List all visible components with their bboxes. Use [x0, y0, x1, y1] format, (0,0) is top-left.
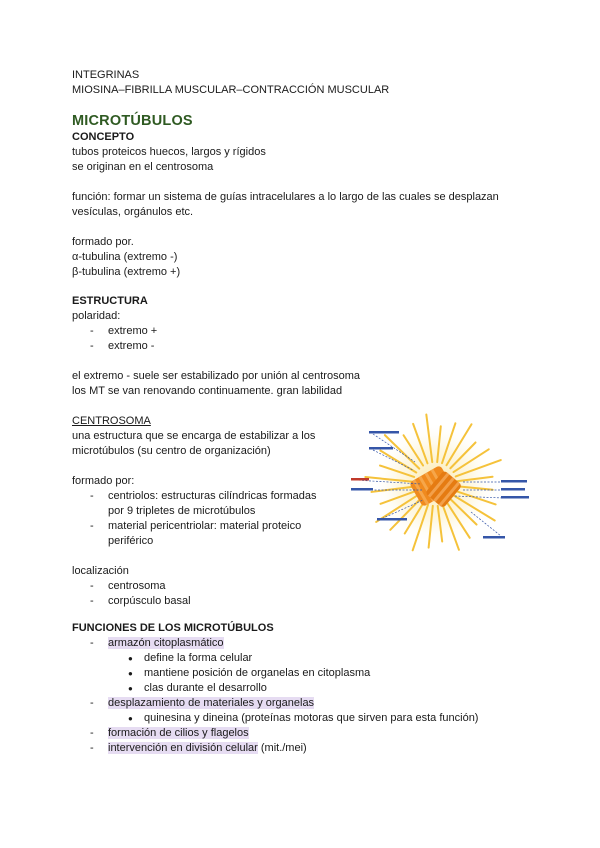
section-title: MICROTÚBULOS — [72, 113, 193, 129]
centrosome-illustration — [343, 412, 533, 562]
list-item: - corpúsculo basal — [72, 594, 532, 609]
centrosome-diagram — [343, 412, 533, 562]
list-item: ● mantiene posición de organelas en citoplasma — [72, 666, 532, 681]
estructura-line-2: los MT se van renovando continuamente. gran labilidad — [72, 385, 343, 397]
alpha-tubulina: α-tubulina (extremo -) — [72, 251, 178, 263]
polaridad-list — [72, 324, 532, 354]
centrosoma-formado: formado por: — [72, 475, 135, 487]
list-item: - extremo - — [72, 339, 532, 354]
funcion-line-1: función: formar un sistema de guías intracelulares a lo largo de las cuales se desplazan — [72, 191, 499, 203]
list-item: - extremo + — [72, 324, 532, 339]
list-item: - centriolos: estructuras cilíndricas formadas por 9 tripletes de microtúbulos — [72, 489, 334, 519]
centrosoma-heading: CENTROSOMA — [72, 415, 151, 427]
funciones-heading: FUNCIONES DE LOS MICROTÚBULOS — [72, 622, 274, 634]
list-item: - material pericentriolar: material proteico periférico — [72, 519, 334, 549]
funciones-sublist-1 — [72, 651, 532, 696]
polaridad-label: polaridad: — [72, 310, 121, 322]
formado-por: formado por. — [72, 236, 134, 248]
beta-tubulina: β-tubulina (extremo +) — [72, 266, 181, 278]
localizacion-label: localización — [72, 565, 129, 577]
concepto-line-1: tubos proteicos huecos, largos y rígidos — [72, 146, 266, 158]
funciones-sublist-2 — [72, 711, 532, 726]
estructura-heading: ESTRUCTURA — [72, 295, 148, 307]
list-item: - armazón citoplasmático — [72, 636, 532, 651]
header-line-2: MIOSINA–FIBRILLA MUSCULAR–CONTRACCIÓN MUSCULAR — [72, 84, 390, 96]
list-item: ● quinesina y dineina (proteínas motoras que sirven para esta función) — [72, 711, 532, 726]
concepto-line-2: se originan en el centrosoma — [72, 161, 214, 173]
header-line-1: INTEGRINAS — [72, 69, 140, 81]
funcion-line-2: vesículas, orgánulos etc. — [72, 206, 194, 218]
list-item: ● define la forma celular — [72, 651, 532, 666]
centrosoma-desc-2: microtúbulos (su centro de organización) — [72, 445, 271, 457]
list-item: ● clas durante el desarrollo — [72, 681, 532, 696]
centrosoma-desc-1: una estructura que se encarga de estabilizar a los — [72, 430, 316, 442]
list-item: - centrosoma — [72, 579, 532, 594]
list-item: - formación de cilios y flagelos — [72, 726, 532, 741]
list-item: - desplazamiento de materiales y organelas — [72, 696, 532, 711]
funciones-list — [72, 636, 532, 651]
centrosoma-list — [72, 489, 334, 549]
localizacion-list — [72, 579, 532, 609]
list-item: - intervención en división celular (mit./mei) — [72, 741, 532, 756]
concepto-heading: CONCEPTO — [72, 131, 135, 143]
estructura-line-1: el extremo - suele ser estabilizado por unión al centrosoma — [72, 370, 360, 382]
